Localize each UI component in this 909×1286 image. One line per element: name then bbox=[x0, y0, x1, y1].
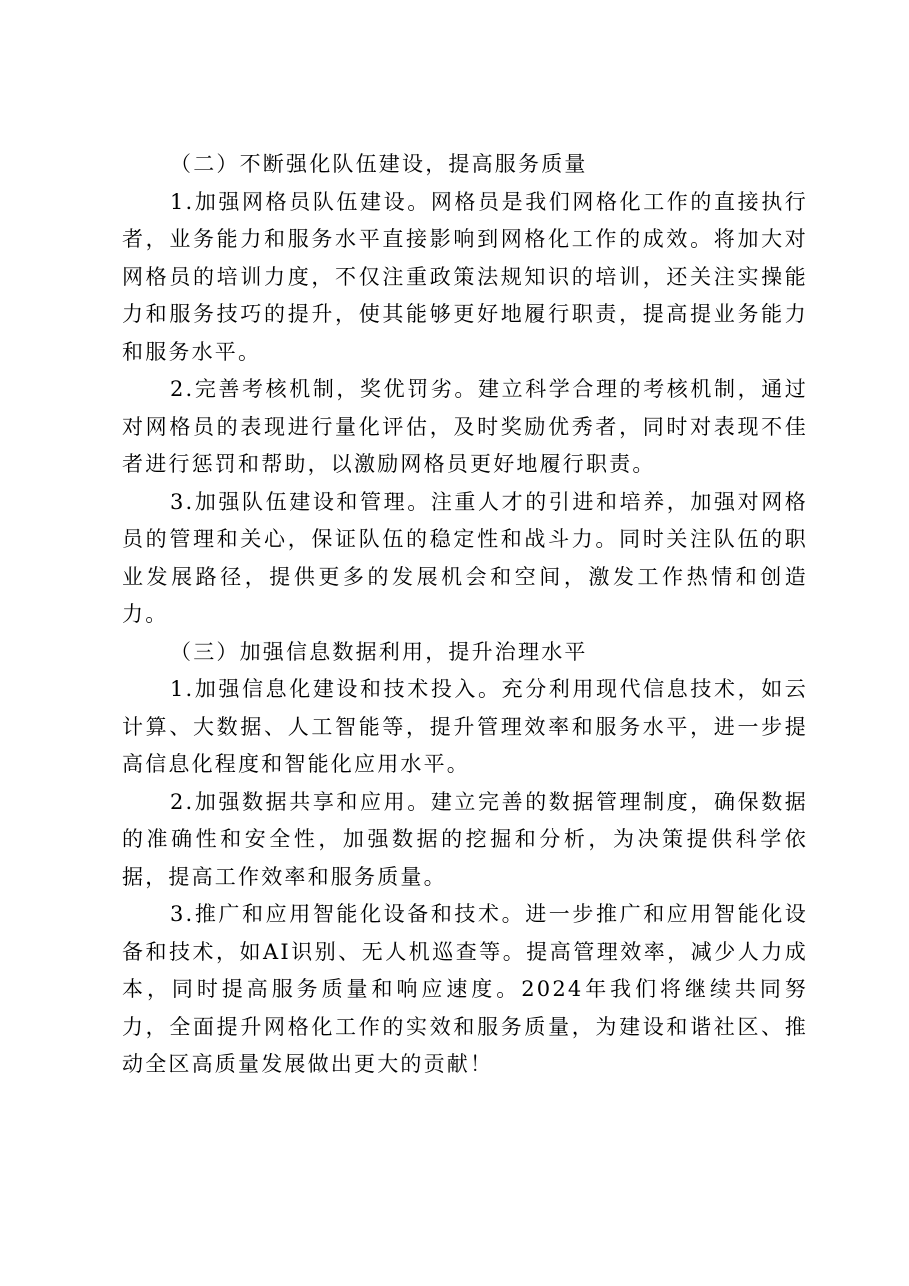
document-body bbox=[122, 146, 808, 1084]
paragraph: 2.加强数据共享和应用。建立完善的数据管理制度，确保数据的准确性和安全性，加强数据的挖掘和分析，为决策提供科学依据，提高工作效率和服务质量。 bbox=[122, 789, 808, 889]
paragraph: 3.推广和应用智能化设备和技术。进一步推广和应用智能化设备和技术，如AI识别、无人机巡查等。提高管理效率，减少人力成本，同时提高服务质量和响应速度。2024年我们将继续共同努力，全面提升网格化工作的实效和服务质量，为建设和谐社区、推动全区高质量发展做出更大的贡献！ bbox=[122, 902, 808, 1076]
paragraph: 1.加强网格员队伍建设。网格员是我们网格化工作的直接执行者，业务能力和服务水平直接影响到网格化工作的成效。将加大对网格员的培训力度，不仅注重政策法规知识的培训，还关注实操能力和服务技巧的提升，使其能够更好地履行职责，提高提业务能力和服务水平。 bbox=[122, 189, 808, 364]
paragraph: 2.完善考核机制，奖优罚劣。建立科学合理的考核机制，通过对网格员的表现进行量化评估，及时奖励优秀者，同时对表现不佳者进行惩罚和帮助，以激励网格员更好地履行职责。 bbox=[122, 377, 808, 476]
section-heading: （三）加强信息数据利用，提升治理水平 bbox=[170, 639, 588, 664]
paragraph: 3.加强队伍建设和管理。注重人才的引进和培养，加强对网格员的管理和关心，保证队伍的稳定性和战斗力。同时关注队伍的职业发展路径，提供更多的发展机会和空间，激发工作热情和创造力。 bbox=[122, 489, 808, 626]
paragraph: 1.加强信息化建设和技术投入。充分利用现代信息技术，如云计算、大数据、人工智能等，提升管理效率和服务水平，进一步提高信息化程度和智能化应用水平。 bbox=[122, 677, 808, 776]
section-heading: （二）不断强化队伍建设，提高服务质量 bbox=[170, 152, 588, 176]
